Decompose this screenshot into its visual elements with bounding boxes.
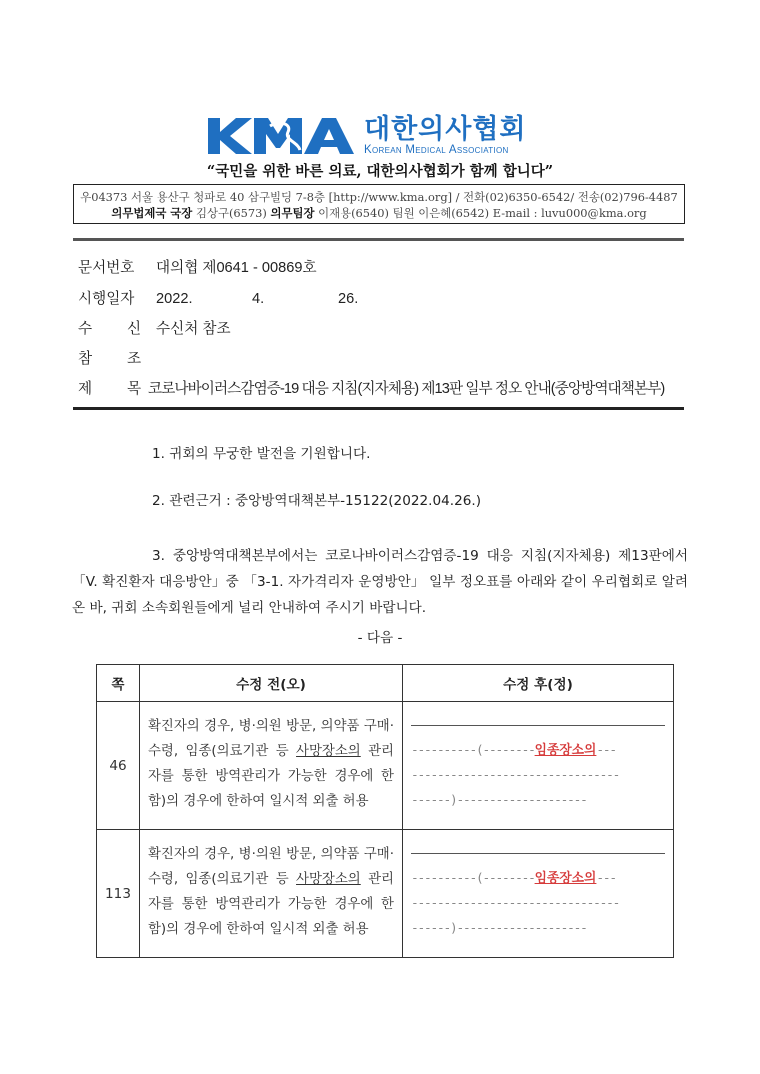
- contact-staff: [74, 205, 684, 221]
- contact-box: [73, 184, 685, 224]
- header-after: 수정 후(정): [403, 665, 674, 702]
- kma-logo-mark-icon: [208, 116, 360, 156]
- row-page: 113: [97, 830, 140, 958]
- before-underlined: 사망장소의: [296, 743, 361, 759]
- after-correction: 임종장소의: [534, 743, 597, 758]
- field-recipient: [78, 317, 231, 338]
- reference-label-b: 조: [127, 351, 142, 367]
- field-subject: [78, 377, 664, 398]
- after-dash-post: ---: [596, 871, 616, 886]
- row-after: [403, 702, 674, 830]
- header-divider-bottom: [73, 407, 684, 410]
- before-text-pre: 확진자의 경우, 병·의원 방문, 의약품 구매·수령, 임종(의료기관 등: [148, 718, 394, 759]
- correction-table: [96, 664, 674, 958]
- date-month: 4.: [252, 291, 265, 307]
- before-underlined: 사망장소의: [296, 871, 361, 887]
- before-text-post: 관리자를 통한 방역관리가 가능한 경우에 한함)의 경우에 한하여 일시적 외출 허용: [148, 743, 394, 809]
- after-line-3: --------------------------------: [411, 896, 620, 911]
- subject-value: 코로나바이러스감염증-19 대응 지침(지자체용) 제13판 일부 정오 안내(중앙방역대책본부): [148, 381, 665, 397]
- field-reference: [78, 347, 156, 368]
- paragraph-3-text: 3. 중앙방역대책본부에서는 코로나바이러스감염증-19 대응 지침(지자체용) 제13판에서 「V. 확진환자 대응방안」중 「3-1. 자가격리자 운영방안」 일부 정오표를 아래와 같이 우리협회로 알려온 바, 귀회 소속회원들에게 널리 안내하여 주시기 바랍니다.: [72, 548, 688, 616]
- kma-logo: [208, 112, 527, 156]
- team-name: 이재용(6540) 팀원 이은혜(6542) E-mail : luvu000@kma.org: [318, 206, 647, 220]
- paragraph-1: 1. 귀회의 무궁한 발전을 기원합니다.: [152, 446, 371, 462]
- row-after: [403, 830, 674, 958]
- date-year: 2022.: [156, 291, 193, 307]
- date-day: 26.: [338, 291, 359, 307]
- team-label: 의무팀장: [270, 206, 315, 220]
- recipient-label-a: 수: [78, 321, 93, 337]
- table-header-row: [97, 665, 674, 702]
- paragraph-2: 2. 관련근거 : 중앙방역대책본부-15122(2022.04.26.): [152, 493, 481, 509]
- after-line-4: ------)--------------------: [411, 921, 587, 936]
- doc-number-value: 대의협 제0641 - 00869호: [156, 260, 317, 276]
- after-dash-pre: ----------(--------: [411, 871, 535, 886]
- logo-name-korean: 대한의사협회: [364, 114, 527, 145]
- before-text-pre: 확진자의 경우, 병·의원 방문, 의약품 구매·수령, 임종(의료기관 등: [148, 846, 394, 887]
- row-page: 46: [97, 702, 140, 830]
- doc-number-label: 문서번호: [78, 260, 135, 276]
- after-solid-line: [411, 853, 665, 854]
- header-divider-top: [73, 238, 684, 241]
- after-correction: 임종장소의: [534, 871, 597, 886]
- before-text-post: 관리자를 통한 방역관리가 가능한 경우에 한함)의 경우에 한하여 일시적 외출 허용: [148, 871, 394, 937]
- next-heading: - 다음 -: [357, 630, 403, 646]
- contact-address: 우04373 서울 용산구 청파로 40 삼구빌딩 7-8층 [http://www.kma.org] / 전화(02)6350-6542/ 전송(02)796-4487: [80, 190, 678, 204]
- recipient-value: 수신처 참조: [156, 321, 231, 337]
- slogan: “국민을 위한 바른 의료, 대한의사협회가 함께 합니다”: [206, 163, 554, 180]
- paragraph-3: [72, 543, 688, 621]
- dept-name: 김상구(6573): [195, 206, 267, 220]
- after-dash-pre: ----------(--------: [411, 743, 535, 758]
- subject-label-a: 제: [78, 381, 93, 397]
- field-doc-number: [78, 256, 317, 277]
- row-before: [140, 702, 403, 830]
- header-page: 쪽: [97, 665, 140, 702]
- field-date: [78, 287, 358, 308]
- dept-label: 의무법제국 국장: [111, 206, 193, 220]
- header-before: 수정 전(오): [140, 665, 403, 702]
- table-row: [97, 830, 674, 958]
- logo-name-english: Korean Medical Association: [364, 144, 509, 156]
- after-line-2: [411, 866, 665, 891]
- after-line-2: [411, 738, 665, 763]
- after-dash-post: ---: [596, 743, 616, 758]
- date-label: 시행일자: [78, 291, 135, 307]
- recipient-label-b: 신: [127, 321, 142, 337]
- after-solid-line: [411, 725, 665, 726]
- reference-label-a: 참: [78, 351, 93, 367]
- after-line-3: --------------------------------: [411, 768, 620, 783]
- row-before: [140, 830, 403, 958]
- after-line-4: ------)--------------------: [411, 793, 587, 808]
- table-row: [97, 702, 674, 830]
- subject-label-b: 목: [127, 381, 142, 397]
